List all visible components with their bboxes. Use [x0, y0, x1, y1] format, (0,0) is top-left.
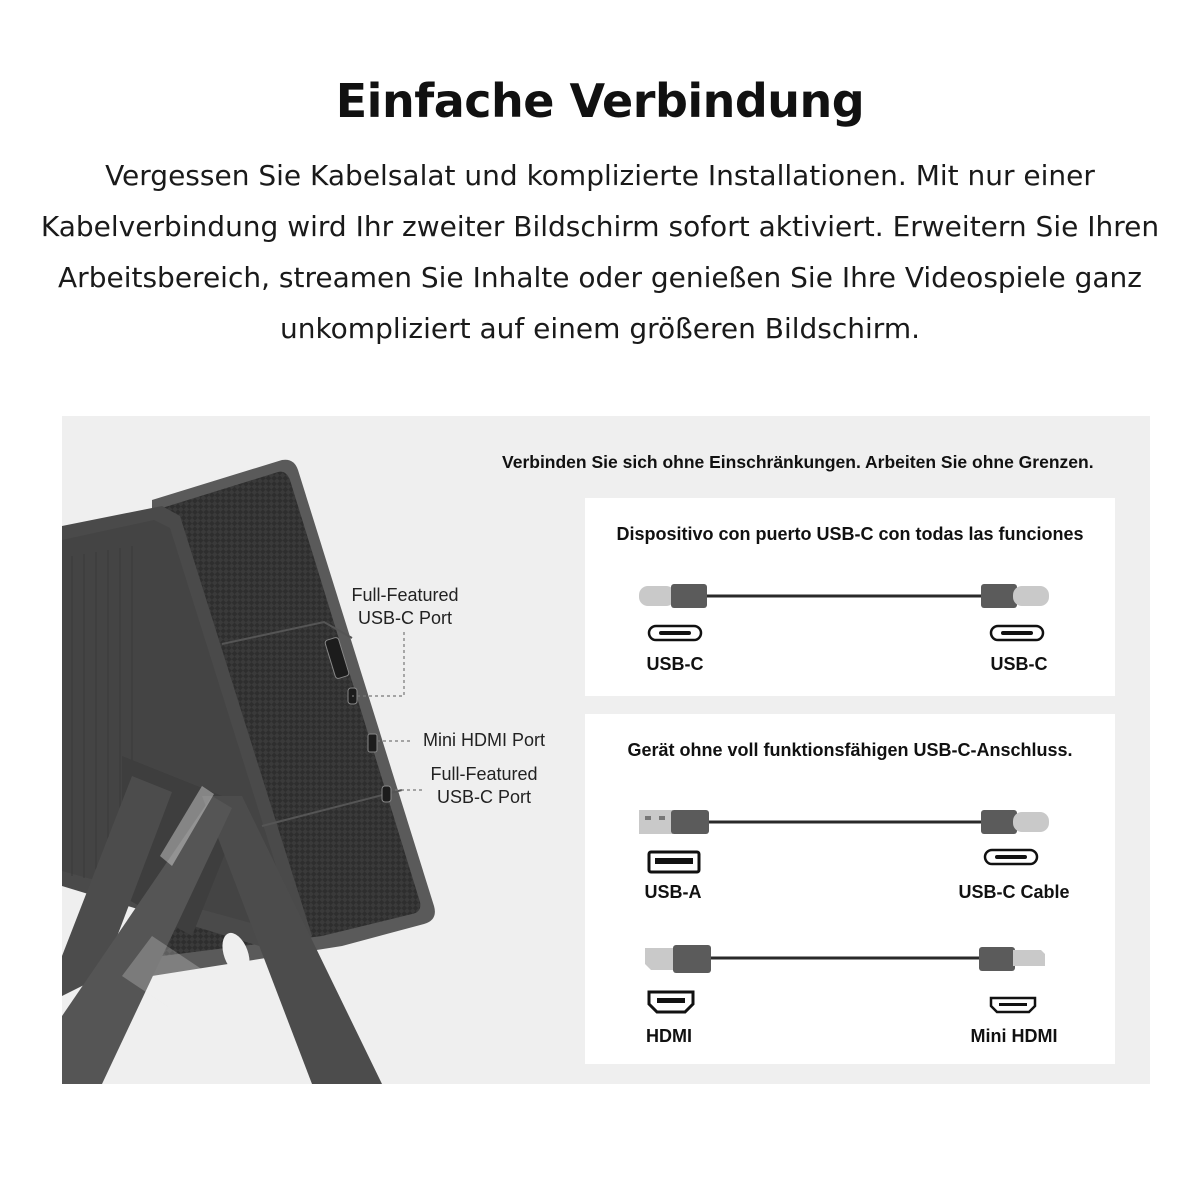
- usb-c-plug-icon: [981, 810, 1049, 834]
- box2-row2-right-label: Mini HDMI: [970, 1026, 1058, 1046]
- usbc-port-callout-2: Full-Featured USB-C Port: [430, 764, 538, 807]
- usb-c-plug-icon: [639, 584, 707, 608]
- mini-hdmi-plug-icon: [979, 947, 1045, 971]
- hdmi-port-icon: [647, 990, 695, 1014]
- usb-a-to-usb-c-cable: [635, 806, 1055, 842]
- usbc-full-feature-box: [585, 498, 1115, 696]
- box1-right-label: USB-C: [990, 654, 1048, 674]
- intro-text: Vergessen Sie Kabelsalat und komplizierte Installationen. Mit nur einer Kabelverbindung wird Ihr zweiter Bildschirm sofort aktiviert. Erweitern Sie Ihren Arbeitsbereich, streamen Sie Inhalte oder genießen Sie Ihre Videospiele ganz unkompliziert auf einem größeren Bildschirm.: [40, 159, 1160, 345]
- usb-c-port-icon: [983, 848, 1039, 866]
- mini-hdmi-port-icon: [989, 996, 1037, 1014]
- non-full-feature-box: [585, 714, 1115, 1064]
- box1-left-label: USB-C: [646, 654, 704, 674]
- box1-title: Dispositivo con puerto USB-C con todas las funciones: [616, 524, 1084, 544]
- usb-c-plug-icon: [981, 584, 1049, 608]
- box2-row1-right-label: USB-C Cable: [958, 882, 1070, 902]
- usb-c-port-icon: [989, 624, 1045, 642]
- box2-row1-left-label: USB-A: [644, 882, 702, 902]
- page-title: Einfache Verbindung: [335, 74, 865, 128]
- box2-title: Gerät ohne voll funktionsfähigen USB-C-Anschluss.: [627, 740, 1073, 760]
- hdmi-to-mini-hdmi-cable: [641, 942, 1051, 978]
- usbc-port-callout-1: Full-Featured USB-C Port: [351, 585, 459, 628]
- box2-row2-left-label: HDMI: [646, 1026, 692, 1046]
- usb-a-plug-icon: [639, 810, 709, 834]
- usb-a-port-icon: [647, 850, 701, 874]
- mini-hdmi-port-callout: Mini HDMI Port: [422, 730, 545, 750]
- usb-c-to-usb-c-cable: [635, 580, 1055, 616]
- usb-c-port-icon: [647, 624, 703, 642]
- connection-panel: [62, 416, 1150, 1084]
- hdmi-plug-icon: [645, 945, 711, 973]
- tagline: Verbinden Sie sich ohne Einschränkungen. Arbeiten Sie ohne Grenzen.: [502, 452, 1094, 472]
